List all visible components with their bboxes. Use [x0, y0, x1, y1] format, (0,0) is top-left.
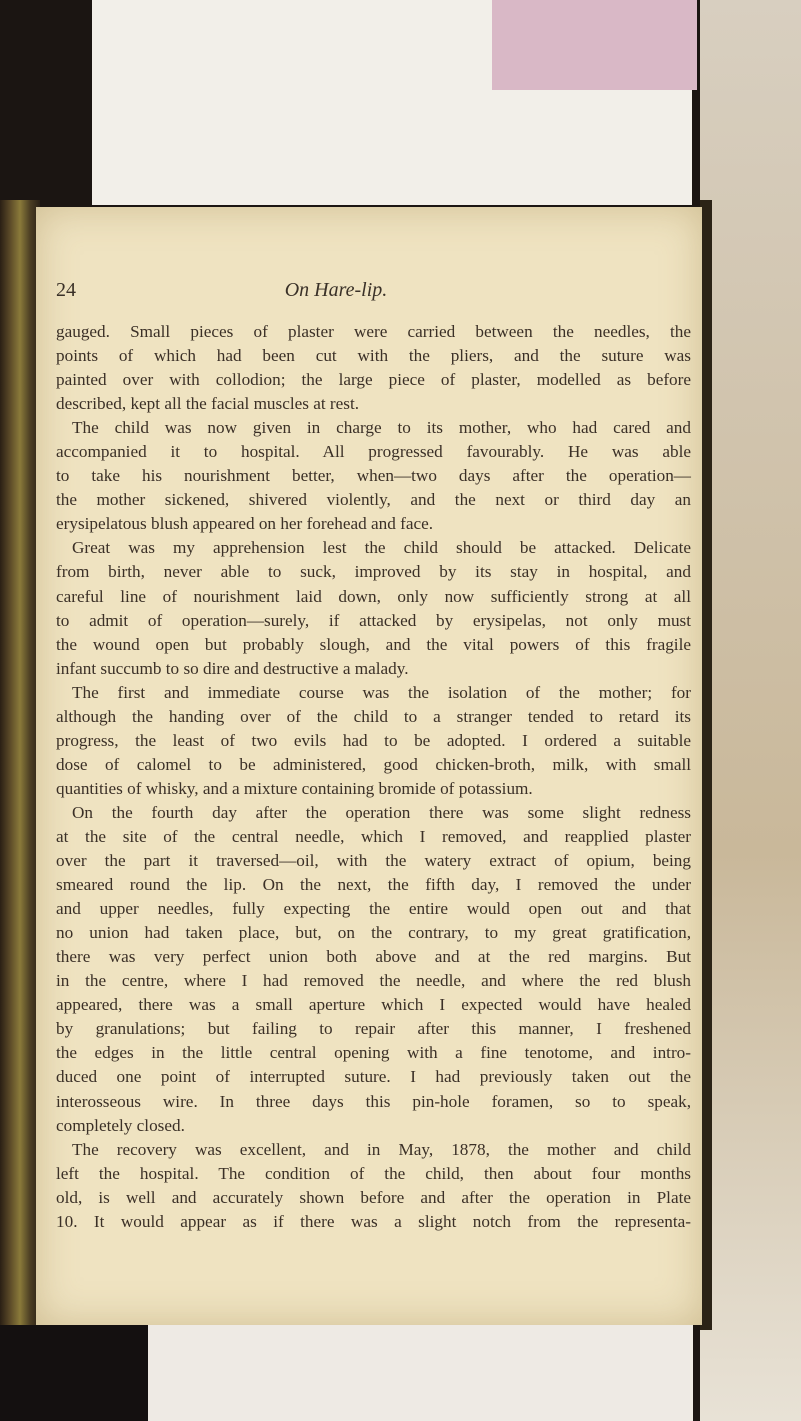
text-line: erysipelatous blush appeared on her forehead and face.	[56, 514, 434, 534]
text-line: at the site of the central needle, which I removed, and reapplied plaster	[56, 826, 691, 846]
text-line: from birth, never able to suck, improved by its stay in hospital, and	[56, 562, 691, 582]
text-line: careful line of nourishment laid down, only now sufficiently strong at all	[56, 586, 691, 606]
text-line: appeared, there was a small aperture which I expected would have healed	[56, 995, 691, 1015]
text-line: the wound open but probably slough, and the vital powers of this fragile	[56, 634, 691, 654]
background-paper-bottom	[148, 1320, 693, 1421]
adjacent-page-edge	[700, 0, 801, 1421]
text-line: to take his nourishment better, when—two days after the operation—	[56, 466, 691, 486]
text-line: Great was my apprehension lest the child should be attacked. Delicate	[72, 538, 691, 558]
text-line: dose of calomel to be administered, good chicken-broth, milk, with small	[56, 754, 691, 774]
text-line: completely closed.	[56, 1115, 185, 1135]
text-line: painted over with collodion; the large piece of plaster, modelled as before	[56, 370, 691, 390]
text-line: duced one point of interrupted suture. I had previously taken out the	[56, 1067, 691, 1087]
text-line: over the part it traversed—oil, with the watery extract of opium, being	[56, 851, 691, 871]
text-line: and upper needles, fully expecting the entire would open out and that	[56, 899, 691, 919]
text-line: infant succumb to so dire and destructive a malady.	[56, 658, 409, 678]
text-line: by granulations; but failing to repair after this manner, I freshened	[56, 1019, 691, 1039]
text-line: in the centre, where I had removed the needle, and where the red blush	[56, 971, 691, 991]
background-pink-sheet	[492, 0, 697, 90]
text-line: to admit of operation—surely, if attacked by erysipelas, not only must	[56, 610, 691, 630]
text-line: the mother sickened, shivered violently, and the next or third day an	[56, 490, 691, 510]
background-dark-bottom	[0, 1325, 148, 1421]
text-line: quantities of whisky, and a mixture containing bromide of potassium.	[56, 778, 533, 798]
text-line: there was very perfect union both above and at the red margins. But	[56, 947, 691, 967]
text-line: 10. It would appear as if there was a slight notch from the representa-	[56, 1211, 691, 1231]
running-head: On Hare-lip.	[284, 279, 388, 301]
page-header	[56, 279, 616, 309]
text-line: old, is well and accurately shown before and after the operation in Plate	[56, 1187, 691, 1207]
text-line: although the handing over of the child to a stranger tended to retard its	[56, 706, 691, 726]
text-line: accompanied it to hospital. All progressed favourably. He was able	[56, 442, 691, 462]
body-text	[56, 320, 691, 1234]
text-line: The child was now given in charge to its mother, who had cared and	[72, 418, 691, 438]
text-line: interosseous wire. In three days this pin-hole foramen, so to speak,	[56, 1091, 691, 1111]
text-line: no union had taken place, but, on the contrary, to my great gratification,	[56, 923, 691, 943]
text-line: smeared round the lip. On the next, the fifth day, I removed the under	[56, 875, 691, 895]
book-page	[36, 207, 702, 1325]
text-line: On the fourth day after the operation there was some slight redness	[72, 802, 691, 822]
book-spine	[0, 200, 40, 1325]
text-line: The first and immediate course was the isolation of the mother; for	[72, 682, 691, 702]
text-line: described, kept all the facial muscles at rest.	[56, 394, 360, 414]
text-line: left the hospital. The condition of the child, then about four months	[56, 1163, 691, 1183]
text-line: gauged. Small pieces of plaster were carried between the needles, the	[56, 322, 691, 341]
text-line: progress, the least of two evils had to be adopted. I ordered a suitable	[56, 730, 691, 750]
text-line: the edges in the little central opening with a fine tenotome, and intro-	[56, 1043, 691, 1063]
text-line: points of which had been cut with the pliers, and the suture was	[56, 346, 691, 366]
page-number: 24	[56, 279, 76, 301]
text-line: The recovery was excellent, and in May, 1878, the mother and child	[72, 1139, 691, 1159]
